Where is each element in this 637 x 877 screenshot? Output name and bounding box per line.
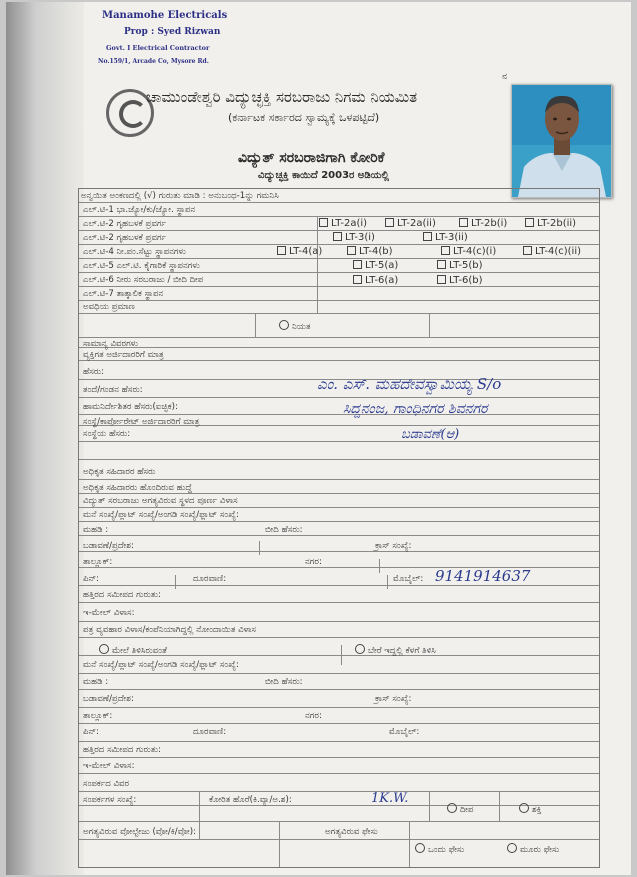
mobile-label: ಮೊಬೈಲ್: [393, 574, 424, 584]
category-lt4: ಎಲ್.ಟಿ-4 ನೀ.ಪಂ.ಸೆಟ್ಟು ಸ್ಥಾಪನಗಳು [83, 247, 186, 257]
radio-permanent[interactable]: ನಿಯತ [279, 320, 311, 332]
radio-power[interactable]: ಶಕ್ತಿ [519, 803, 541, 815]
applicant-photo [511, 84, 612, 198]
checkbox-lt2b-i[interactable]: LT-2b(i) [459, 218, 507, 229]
comm-address-label: ಪತ್ರ ವ್ಯವಹಾರ ವಿಳಾಸ/ಕಂಪೆನಿಯಾಗಿದ್ದಲ್ಲಿ ನೋಂದಾಯಿತ ವಿಳಾಸ [83, 625, 256, 635]
landmark-label-2: ಹತ್ತಿರದ ಸಮೀಪದ ಗುರುತು: [83, 745, 161, 755]
area-label: ಬಡಾವಣೆ/ಪ್ರದೇಶ: [83, 541, 134, 551]
email-label-2: ಇ-ಮೇಲ್ ವಿಳಾಸ: [83, 761, 135, 771]
category-lt6: ಎಲ್.ಟಿ-6 ನೀರು ಸರಬರಾಜು / ಬೀದಿ ದೀಪ [83, 275, 204, 285]
individual-heading: ವ್ಯಕ್ತಿಗತ ಅರ್ಜಿದಾರರಿಗೆ ಮಾತ್ರ [83, 350, 164, 360]
stamp-line-1: Manamohe Electricals [102, 10, 228, 21]
radio-same-as-above[interactable]: ಮೇಲೆ ತಿಳಿಸಿರುವಂತೆ [99, 644, 167, 656]
handwritten-address: ಸಿದ್ದನಂಜ, ಗಾಂಧಿನಗರ ಶಿವನಗರ [343, 401, 488, 417]
checkbox-lt4b[interactable]: LT-4(b) [347, 246, 393, 257]
city-label: ನಗರ: [305, 557, 322, 567]
floor-label: ಮಹಡಿ : [83, 525, 109, 535]
category-lt2-2: ಎಲ್.ಟಿ-2 ಗೃಹಬಳಕೆ ಪ್ರವರ್ಗ [83, 233, 167, 243]
checkbox-lt3-ii[interactable]: LT-3(ii) [423, 232, 468, 243]
stamp-line-2: Prop : Syed Rizwan [124, 27, 221, 37]
phone-label-2: ದೂರವಾಣಿ: [193, 727, 227, 737]
cross-label: ಕ್ರಾಸ್ ಸಂಖ್ಯೆ: [375, 541, 412, 551]
radio-single-phase[interactable]: ಒಂದು ಫೇಸು [415, 843, 464, 855]
corner-label: ನ [502, 72, 508, 82]
mobile-label-2: ಮೊಬೈಲ್: [389, 727, 420, 737]
father-name-label: ತಂದೆ/ಗಂಡನ ಹೆಸರು: [83, 385, 143, 395]
phase-label: ಅಗತ್ಯವಿರುವ ಫೇಸು [325, 827, 378, 837]
checkbox-lt4a[interactable]: LT-4(a) [277, 246, 322, 257]
stamp-line-4: No.159/1, Arcade Co, Mysore Rd. [98, 58, 209, 65]
cross-label-2: ಕ್ರಾಸ್ ಸಂಖ್ಯೆ: [375, 694, 412, 704]
contact-heading: ಸಂಪರ್ಕದ ವಿವರ [83, 779, 130, 789]
demand-label: ಅವಧಿಯ ಪ್ರಮಾಣ [83, 302, 135, 312]
handwritten-mobile: 9141914637 [435, 567, 531, 585]
org-name: ಚಾಮುಂಡೇಶ್ವರಿ ವಿದ್ಯುಚ್ಛಕ್ತಿ ಸರಬರಾಜು ನಿಗಮ ನಿಯಮಿತ [146, 88, 418, 106]
pin-label: ಪಿನ್: [83, 574, 99, 584]
auth-person-label: ಅಧಿಕೃತ ಸಹಿದಾರರ ಹೆಸರು [83, 467, 156, 477]
checkbox-lt2b-ii[interactable]: LT-2b(ii) [525, 218, 576, 229]
checkbox-lt4c-ii[interactable]: LT-4(c)(ii) [523, 246, 581, 257]
landmark-label: ಹತ್ತಿರದ ಸಮೀಪದ ಗುರುತು: [83, 590, 161, 600]
radio-different-address[interactable]: ಬೇರೆ ಇದ್ದಲ್ಲಿ ಕೆಳಗೆ ತಿಳಿಸಿ [355, 644, 436, 656]
stamp-line-3: Govt. I Electrical Contractor [106, 44, 210, 52]
name-label: ಹೆಸರು: [83, 367, 105, 377]
floor-label-2: ಮಹಡಿ : [83, 677, 109, 687]
pin-label-2: ಪಿನ್: [83, 727, 99, 737]
taluk-label-2: ತಾಲ್ಲೂಕ್: [83, 711, 113, 721]
handwritten-area: ಬಡಾವಣೆ(ಆ) [401, 427, 460, 442]
house-no-label-2: ಮನೆ ಸಂಖ್ಯೆ/ಪ್ಲಾಟ್ ಸಂಖ್ಯೆ/ಅಂಗಡಿ ಸಂಖ್ಯೆ/ಫ್ಲಾಟ್ ಸಂಖ್ಯೆ: [83, 660, 239, 670]
signatory-label: ಹಾಮನಿರ್ದೇಶಿತರ ಹೆಸರು(ಐಚ್ಛಿಕ): [83, 402, 178, 412]
category-lt7: ಎಲ್.ಟಿ-7 ತಾತ್ಕಾಲಿಕ ಸ್ಥಾಪನ [83, 289, 164, 299]
taluk-label: ತಾಲ್ಲೂಕ್: [83, 557, 113, 567]
application-form [78, 188, 600, 868]
company-name-label: ಸಂಸ್ಥೆಯ ಹೆಸರು: [83, 429, 131, 439]
checkbox-lt2a-ii[interactable]: LT-2a(ii) [385, 218, 436, 229]
city-label-2: ನಗರ: [305, 711, 322, 721]
application-form-page [6, 2, 631, 875]
checkbox-lt5a[interactable]: LT-5(a) [353, 260, 398, 271]
auth-designation-label: ಅಧಿಕೃತ ಸಹಿದಾರರು ಹೊಂದಿರುವ ಹುದ್ದೆ [83, 483, 193, 493]
premises-address-label: ವಿದ್ಯುತ್ ಸರಬರಾಜು ಅಗತ್ಯವಿರುವ ಸ್ಥಳದ ಪೂರ್ಣ ವಿಳಾಸ [83, 496, 238, 506]
handwritten-load: 1K.W. [371, 791, 409, 806]
checkbox-lt4c-i[interactable]: LT-4(c)(i) [441, 246, 496, 257]
category-lt2-1: ಎಲ್.ಟಿ-2 ಗೃಹಬಳಕೆ ಪ್ರವರ್ಗ [83, 219, 167, 229]
category-lt1: ಎಲ್.ಟಿ-1 ಭಾ.ಜ್ಯೋ/ಕು/ಜ್ಯೋ. ಸ್ಥಾಪನ [83, 205, 196, 215]
scan-shadow [6, 2, 84, 875]
load-label: ಕೋರಿತ ಹೊರೆ(ಕಿ.ವ್ಯಾ/ಅ.ಶ): [209, 795, 292, 805]
category-lt5: ಎಲ್.ಟಿ-5 ಎಲ್.ಟಿ. ಕೈಗಾರಿಕೆ ಸ್ಥಾಪನಗಳು [83, 261, 200, 271]
form-subtitle: ವಿದ್ಯುಚ್ಛಕ್ತಿ ಕಾಯಿದೆ 2003ರ ಅಡಿಯಲ್ಲಿ [258, 170, 389, 181]
phone-label: ದೂರವಾಣಿ: [193, 574, 227, 584]
street-label-2: ಬೀದಿ ಹೆಸರು: [265, 677, 303, 687]
checkbox-lt3-i[interactable]: LT-3(i) [333, 232, 375, 243]
checkbox-lt6a[interactable]: LT-6(a) [353, 275, 398, 286]
checkbox-lt5b[interactable]: LT-5(b) [437, 260, 483, 271]
form-title: ವಿದ್ಯುತ್ ಸರಬರಾಜಿಗಾಗಿ ಕೋರಿಕೆ [238, 150, 385, 166]
street-label: ಬೀದಿ ಹೆಸರು: [265, 525, 303, 535]
house-no-label: ಮನೆ ಸಂಖ್ಯೆ/ಪ್ಲಾಟ್ ಸಂಖ್ಯೆ/ಅಂಗಡಿ ಸಂಖ್ಯೆ/ಫ್ಲಾಟ್ ಸಂಖ್ಯೆ: [83, 510, 239, 520]
checkbox-lt6b[interactable]: LT-6(b) [437, 275, 483, 286]
instruction-text: ಅನ್ವಯಿತ ಅಂಕಣದಲ್ಲಿ (√) ಗುರುತು ಮಾಡಿ : ಅನುಬಂಧ-1ನ್ನು ಗಮನಿಸಿ [81, 191, 279, 201]
handwritten-name: ಎಂ. ಎಸ್. ಮಹದೇವಸ್ವಾಮಿಯ್ಯ S/o [317, 375, 502, 393]
org-subtitle: (ಕರ್ನಾಟಕ ಸರ್ಕಾರದ ಸ್ವಾಮ್ಯಕ್ಕೆ ಒಳಪಟ್ಟಿದೆ) [228, 111, 380, 124]
email-label: ಇ-ಮೇಲ್ ವಿಳಾಸ: [83, 608, 135, 618]
radio-three-phase[interactable]: ಮೂರು ಫೇಸು [507, 843, 559, 855]
checkbox-lt2a-i[interactable]: LT-2a(i) [319, 218, 367, 229]
corporate-heading: ಸಂಸ್ಥೆ/ಕಾರ್ಪೋರೇಟ್ ಅರ್ಜಿದಾರರಿಗೆ ಮಾತ್ರ [83, 417, 200, 427]
general-details-heading: ಸಾಮಾನ್ಯ ವಿವರಗಳು [83, 339, 139, 349]
area-label-2: ಬಡಾವಣೆ/ಪ್ರದೇಶ: [83, 694, 134, 704]
radio-light[interactable]: ದೀಪ [447, 803, 474, 815]
voltage-label: ಅಗತ್ಯವಿರುವ ವೋಲ್ಟೇಜು (ವೋ/ಕಿ/ವೋ): [83, 827, 197, 837]
connection-count-label: ಸಂಪರ್ಕಗಳ ಸಂಖ್ಯೆ: [83, 795, 137, 805]
applicant-photo-image [512, 85, 611, 197]
